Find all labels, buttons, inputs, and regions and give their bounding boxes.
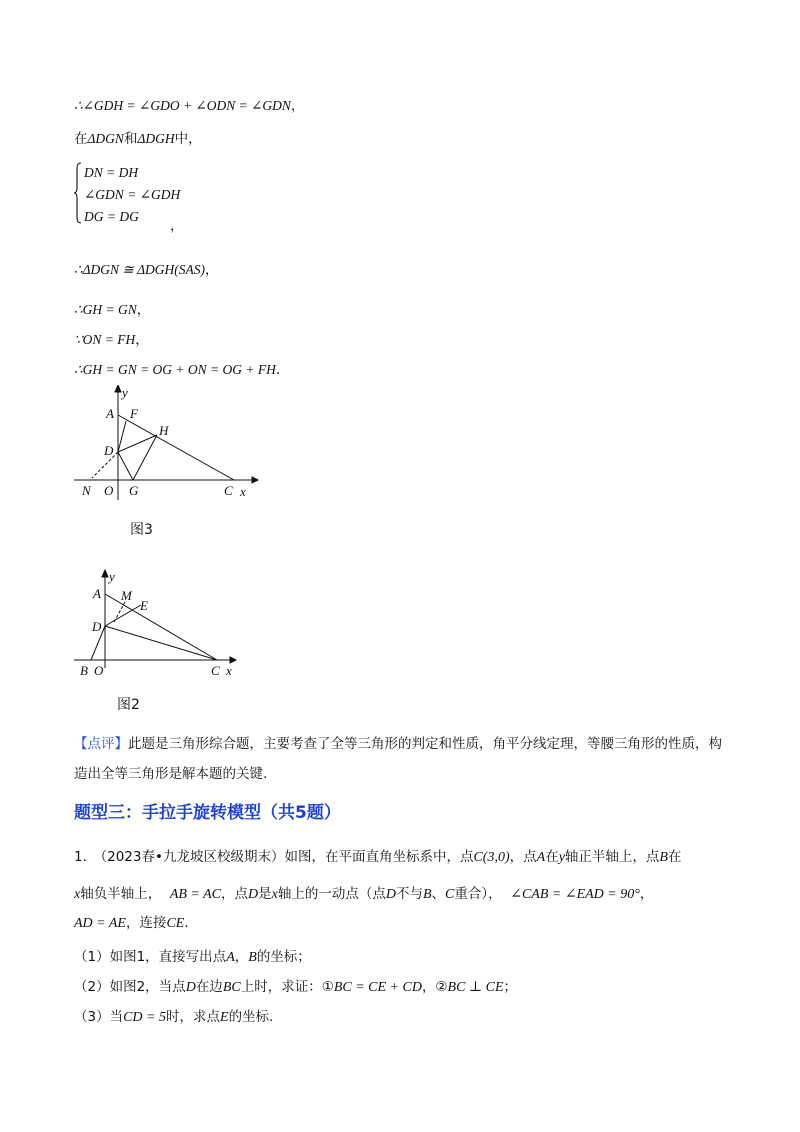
punctuation: ， xyxy=(290,98,305,114)
text: 轴正半轴上，点 xyxy=(564,849,660,865)
text: （1）如图1，直接写出点 xyxy=(74,949,227,965)
comment-text: 此题是三角形综合题，主要考查了全等三角形的判定和性质，角平分线定理，等腰三角形的性质，构造出全等三角形是解本题的关键. xyxy=(74,736,722,782)
figure-3 xyxy=(74,385,264,510)
text: （3）当 xyxy=(74,1009,124,1025)
label-y: y xyxy=(122,385,128,400)
brace-line-3: DG = DG xyxy=(84,209,139,224)
segment-DG xyxy=(118,452,133,480)
math-y: y xyxy=(558,850,565,865)
comment-tag: 【点评】 xyxy=(74,736,128,752)
label-N: N xyxy=(82,483,91,498)
label-B: B xyxy=(80,663,88,678)
segment-DC xyxy=(105,626,217,660)
punctuation: . xyxy=(275,362,281,378)
text: 在 xyxy=(74,131,88,147)
math-D: D xyxy=(248,887,259,902)
text: ，连接 xyxy=(125,915,167,931)
text: 的坐标； xyxy=(256,949,311,965)
punctuation: ， xyxy=(135,332,149,348)
math-B: B xyxy=(248,950,257,965)
label-C: C xyxy=(211,663,220,678)
text: ，点 xyxy=(509,849,537,865)
derivation-line-4 xyxy=(74,301,150,319)
math-A: A xyxy=(536,850,546,865)
text: 在边 xyxy=(195,979,223,995)
math-D: D xyxy=(385,887,396,902)
math-perp: BC ⊥ CE xyxy=(447,980,504,995)
math-x: x xyxy=(271,887,278,902)
brace-lines xyxy=(84,162,180,228)
math-expression: ∴GH = GN xyxy=(74,302,137,317)
math-E: E xyxy=(220,1010,229,1025)
segment-AC xyxy=(105,594,217,660)
label-D: D xyxy=(104,443,114,458)
derivation-line-6 xyxy=(74,361,280,379)
math-B: B xyxy=(659,850,668,865)
text: ； xyxy=(503,979,517,995)
text: 不与 xyxy=(395,886,423,902)
label-D: D xyxy=(92,619,102,634)
math-AB-AC: AB = AC xyxy=(169,887,221,902)
math-x: x xyxy=(74,887,81,902)
math-expression: ∴∠GDH = ∠GDO + ∠ODN = ∠GDN xyxy=(74,98,291,113)
math-D: D xyxy=(185,980,196,995)
problem-line-3 xyxy=(74,914,744,933)
text: ， xyxy=(234,949,249,965)
punctuation: ， xyxy=(205,262,219,278)
text: 在 xyxy=(667,849,682,865)
label-O: O xyxy=(104,483,114,498)
math-CD-eq: CD = 5 xyxy=(123,1010,166,1025)
math-triangle-1: ΔDGN xyxy=(87,131,124,146)
segment-DF xyxy=(118,421,126,452)
math-BC: BC xyxy=(222,980,241,995)
label-y: y xyxy=(109,569,115,584)
math-AD-AE: AD = AE xyxy=(74,916,126,931)
text: （2）如图2，当点 xyxy=(74,979,186,995)
text: 上时，求证：① xyxy=(240,979,334,995)
text: ，② xyxy=(421,979,448,995)
question-3 xyxy=(74,1008,744,1027)
math-point-C: C(3,0) xyxy=(473,850,510,865)
math-expression: ∴ΔDGN ≅ ΔDGH(SAS) xyxy=(74,262,205,277)
brace-line-2: ∠GDN = ∠GDH xyxy=(84,187,181,202)
text: 轴负半轴上， xyxy=(80,886,162,902)
brace-line-1: DN = DH xyxy=(84,165,139,180)
y-axis-arrow-icon xyxy=(102,570,108,577)
label-x: x xyxy=(226,663,232,678)
label-F: F xyxy=(130,406,138,421)
label-A: A xyxy=(93,586,101,601)
problem-line-1 xyxy=(74,848,744,867)
segment-DH xyxy=(118,435,157,452)
label-A: A xyxy=(106,406,114,421)
math-C: C xyxy=(445,887,455,902)
comment-note xyxy=(74,729,734,789)
math-triangle-2: ΔDGH xyxy=(137,131,175,146)
text: 轴上的一动点（点 xyxy=(277,886,386,902)
derivation-line-5 xyxy=(74,331,149,349)
segment-AC xyxy=(118,415,234,480)
math-angle-eq: ∠CAB = ∠EAD = 90° xyxy=(510,887,640,902)
math-CE: CE xyxy=(166,916,185,931)
x-axis-arrow-icon xyxy=(252,477,258,483)
text: 的坐标. xyxy=(228,1009,274,1025)
question-2 xyxy=(74,978,744,997)
math-A: A xyxy=(226,950,235,965)
math-B: B xyxy=(422,887,432,902)
section-title: 题型三：手拉手旋转模型（共5题） xyxy=(74,803,341,823)
brace-punctuation: ， xyxy=(170,218,184,234)
y-axis-arrow-icon xyxy=(115,385,121,392)
derivation-line-2 xyxy=(74,130,202,148)
text: ，点 xyxy=(221,886,248,902)
math-expression: ∴GH = GN = OG + ON = OG + FH xyxy=(74,362,276,377)
label-x: x xyxy=(240,484,246,499)
figure-3-caption: 图3 xyxy=(130,522,153,538)
label-O: O xyxy=(94,663,104,678)
derivation-line-3 xyxy=(74,261,219,279)
text: ， xyxy=(639,886,654,902)
math-expression: ∵ON = FH xyxy=(74,332,136,347)
segment-DE xyxy=(105,605,141,626)
math-BC-eq: BC = CE + CD xyxy=(333,980,422,995)
figure-2 xyxy=(74,568,264,678)
text: 和 xyxy=(123,131,138,147)
text: 、 xyxy=(431,886,446,902)
text: 重合）， xyxy=(454,886,502,902)
label-C: C xyxy=(224,483,233,498)
left-brace-icon xyxy=(74,162,82,224)
text: . xyxy=(184,915,189,931)
text: 是 xyxy=(258,886,272,902)
label-M: M xyxy=(121,588,132,603)
problem-line-2 xyxy=(74,885,744,904)
label-G: G xyxy=(129,483,139,498)
segment-GH xyxy=(133,435,157,480)
text: 中， xyxy=(174,131,202,147)
text: 时，求点 xyxy=(166,1009,220,1025)
brace-system xyxy=(74,162,234,228)
question-1 xyxy=(74,948,744,967)
label-E: E xyxy=(140,598,148,613)
text: 1. （2023春•九龙坡区校级期末）如图，在平面直角坐标系中，点 xyxy=(74,849,474,865)
figure-2-caption: 图2 xyxy=(117,697,140,713)
derivation-line-1 xyxy=(74,97,304,115)
text: 在 xyxy=(545,849,559,865)
label-H: H xyxy=(159,423,169,438)
punctuation: ， xyxy=(136,302,151,318)
